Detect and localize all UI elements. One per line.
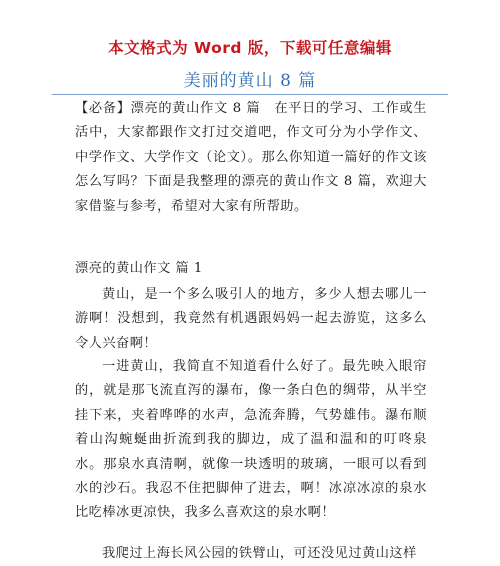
title-divider: [52, 94, 448, 95]
body-paragraph: 我爬过上海长风公园的铁臂山，可还没见过黄山这样: [102, 546, 417, 561]
section-heading: 漂亮的黄山作文 篇 1: [75, 261, 203, 276]
intro-paragraph: 【必备】漂亮的黄山作文 8 篇 在平日的学习、工作或生活中，大家都跟作文打过交道吧，作文可分为小学作文、中学作文、大学作文（论文）。那么你知道一篇好的作文该怎么写吗？下面是我整理的漂亮的黄山作文 8 篇，欢迎大家借鉴与参考，希望对大家有所帮助。: [75, 101, 427, 214]
body-paragraph: 一进黄山，我简直不知道看什么好了。最先映入眼帘的，就是那飞流直泻的瀑布，像一条白色的绸带，从半空挂下来，夹着哗哗的水声，急流奔腾，气势雄伟。瀑布顺着山沟蜿蜒曲折流到我的脚边，成了温和温和的叮咚泉水。那泉水真清啊，就像一块透明的玻璃，一眼可以看到水的沙石。我忍不住把脚伸了进去，啊！冰凉冰凉的泉水比吃棒冰更凉快，我多么喜欢这的泉水啊！: [75, 359, 427, 521]
document-title: 美丽的黄山 8 篇: [183, 71, 317, 91]
body-paragraph: 黄山，是一个多么吸引人的地方，多少人想去哪儿一游啊！没想到，我竟然有机遇跟妈妈一起去游览，这多么令人兴奋啊！: [75, 287, 427, 351]
word-format-banner: 本文格式为 Word 版，下载可任意编辑: [108, 39, 392, 57]
